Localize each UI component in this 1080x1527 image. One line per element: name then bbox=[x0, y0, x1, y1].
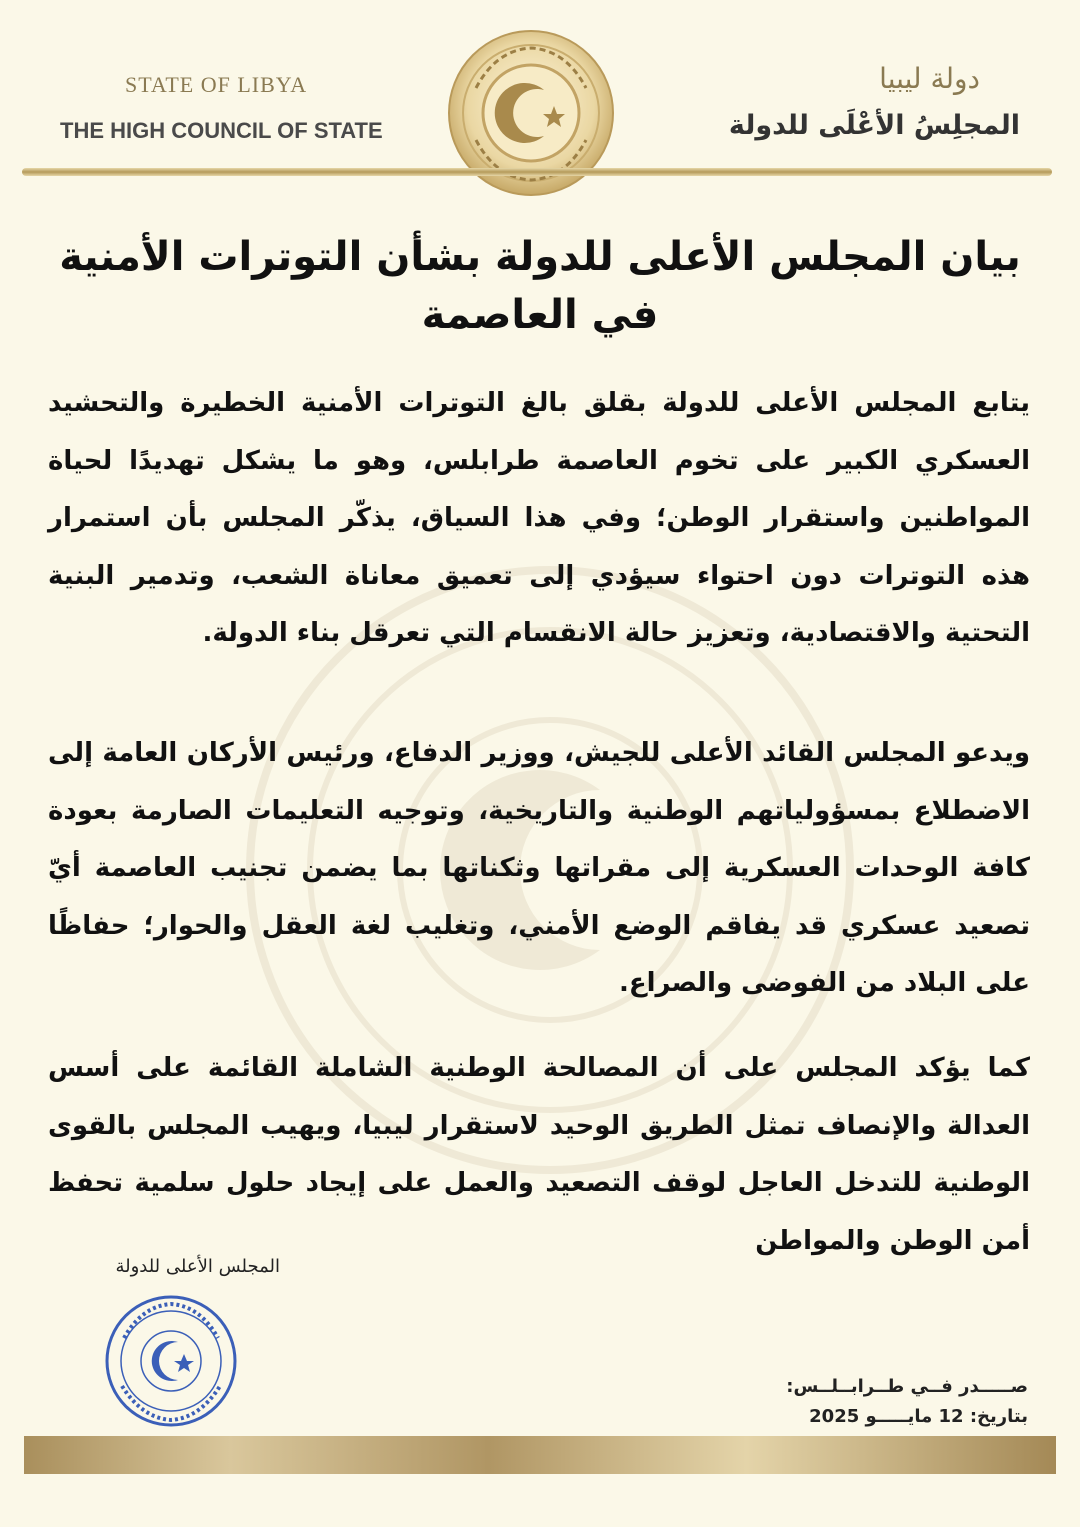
statement-title: بيان المجلس الأعلى للدولة بشأن التوترات الأمنية في العاصمة bbox=[59, 234, 1021, 338]
issue-info bbox=[728, 1372, 1028, 1432]
signature-label: المجلس الأعلى للدولة bbox=[115, 1256, 280, 1277]
paragraph-2: ويدعو المجلس القائد الأعلى للجيش، ووزير الدفاع، ورئيس الأركان العامة إلى الاضطلاع بمسؤولياتهم الوطنية والتاريخية، وتوجيه التعليمات الصارمة بعودة كافة الوحدات العسكرية إلى مقراتها وثكناتها بما يضمن تجنيب العاصمة أيّ تصعيد عسكري قد يفاقم الوضع الأمني، وتغليب لغة العقل والحوار؛ حفاظًا على البلاد من الفوضى والصراع. bbox=[48, 738, 1030, 998]
header-council-en: THE HIGH COUNCIL OF STATE bbox=[60, 118, 383, 143]
paragraph-3: كما يؤكد المجلس على أن المصالحة الوطنية الشاملة القائمة على أسس العدالة والإنصاف تمثل الطريق الوحيد لاستقرار ليبيا، ويهيب المجلس بالقوى الوطنية للتدخل العاجل لوقف التصعيد والعمل على إيجاد حلول سلمية تحفظ أمن الوطن والمواطن bbox=[48, 1053, 1030, 1256]
header-divider bbox=[22, 168, 1052, 176]
header-state-ar: دولة ليبيا bbox=[879, 62, 980, 95]
header-state-en: STATE OF LIBYA bbox=[125, 72, 308, 97]
issue-place: صـــــدر فــي طــرابــلــس: bbox=[786, 1376, 1028, 1397]
paragraph-1: يتابع المجلس الأعلى للدولة بقلق بالغ التوترات الأمنية الخطيرة والتحشيد العسكري الكبير على تخوم العاصمة طرابلس، وهو ما يشكل تهديدًا لحياة المواطنين واستقرار الوطن؛ وفي هذا السياق، يذكّر المجلس بأن استمرار هذه التوترات دون احتواء سيؤدي إلى تعميق معاناة الشعب، وتدمير البنية التحتية والاقتصادية، وتعزيز حالة الانقسام التي تعرقل بناء الدولة. bbox=[48, 388, 1030, 648]
footer-divider bbox=[24, 1436, 1056, 1474]
issue-date: بتاريخ: 12 مايـــــو 2025 bbox=[809, 1406, 1028, 1427]
official-stamp-icon bbox=[102, 1292, 240, 1430]
header-council-ar: المجلِسُ الأعْلَى للدولة bbox=[728, 110, 1020, 141]
